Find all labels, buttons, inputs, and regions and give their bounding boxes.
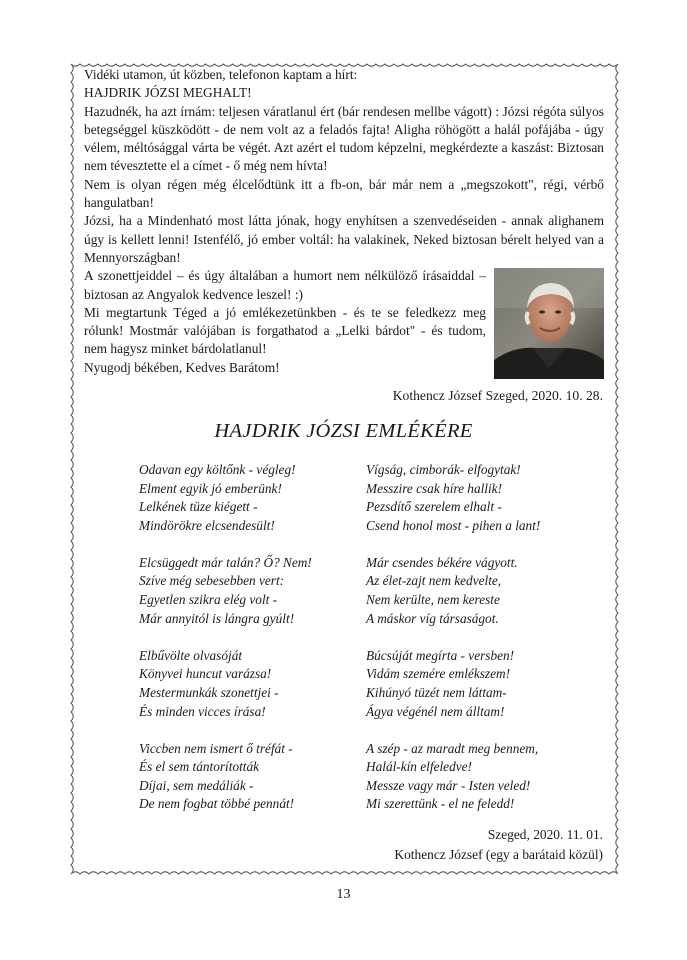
verse-line: De nem fogbat többé pennát! (139, 796, 295, 812)
letter-closing: Nyugodj békében, Kedves Barátom! (84, 359, 280, 375)
stanza (139, 740, 339, 814)
verse-line: Elbűvölte olvasóját (139, 647, 243, 663)
verse-line: Mestermunkák szonettjei - (139, 684, 279, 700)
verse-line: Elment egyik jó emberünk! (139, 480, 282, 496)
verse-line: Vidám szemére emlékszem! (366, 666, 510, 682)
verse-line: Már annyitól is lángra gyúlt! (139, 610, 295, 626)
verse-line: Lelkének tüze kiégett - (139, 499, 258, 515)
poem-signature (300, 825, 603, 865)
verse-line: Nem kerülte, nem kereste (366, 592, 500, 608)
page-number: 13 (336, 887, 351, 902)
verse-line: Szíve még sebesebben vert: (139, 573, 285, 589)
letter-paragraph: A szonettjeiddel – és úgy általában a humort nem nélkülöző írásaiddal – biztosan az Angyalok kedvence leszel! :) (84, 268, 486, 302)
verse-line: Halál-kín elfeledve! (366, 759, 472, 775)
poem-right-column (366, 461, 586, 833)
stanza (139, 647, 339, 721)
verse-line: Elcsüggedt már talán? Ő? Nem! (139, 554, 312, 570)
verse-line: Mindörökre elcsendesült! (139, 517, 275, 533)
poem-author: Kothencz József (egy a barátaid közül) (394, 847, 603, 862)
stanza (366, 461, 586, 535)
verse-line: A máskor víg társaságot. (366, 610, 499, 626)
letter-paragraph: Mi megtartunk Téged a jó emlékezetünkben - és te se feledkezz meg rólunk! Mostmár valójában is forgathatod a „Lelki bárdot" - és tudom, nem hagysz minket bárdolatlanul! (84, 304, 486, 357)
verse-line: Mi szerettünk - el ne feledd! (366, 796, 515, 812)
verse-line: Odavan egy költőnk - végleg! (139, 462, 296, 477)
verse-line: Könyvei huncut varázsa! (139, 666, 272, 682)
verse-line: Egyetlen szikra elég volt - (139, 592, 278, 608)
verse-line: Viccben nem ismert ő tréfát - (139, 740, 293, 756)
verse-line: Messzire csak híre hallik! (366, 480, 503, 496)
letter-paragraph: Hazudnék, ha azt írnám: teljesen váratlanul ért (bár rendesen mellbe vágott) : Józsi régóta súlyos betegséggel küszködött - de nem volt az a feladós fajta! Aligha röhögött a halál pofájába - úgy vélem, méltósággal várta be végét. Azt azért el tudom képzelni, megkérdezte a kaszást: Biztosan nem tévesztette el a címet - ő még nem hívta! (84, 103, 604, 174)
verse-line: Kihúnyó tüzét nem láttam- (366, 684, 507, 700)
portrait-photo (494, 268, 604, 379)
verse-line: Díjai, sem medáliák - (139, 777, 254, 793)
verse-line: Messze vagy már - Isten veled! (366, 777, 531, 793)
verse-line: Búcsúját megírta - versben! (366, 647, 515, 663)
verse-line: Ágya végénél nem álltam! (366, 703, 505, 719)
letter-intro: Vidéki utamon, út közben, telefonon kaptam a hírt: (84, 67, 358, 82)
poem-left-column (139, 461, 339, 833)
letter-signature: Kothencz József Szeged, 2020. 10. 28. (392, 388, 603, 403)
verse-line: A szép - az maradt meg bennem, (366, 740, 539, 756)
verse-line: És el sem tántorították (139, 759, 260, 775)
verse-line: Már csendes békére vágyott. (366, 554, 518, 570)
verse-line: Pezsdítő szerelem elhalt - (366, 499, 502, 515)
stanza (366, 647, 586, 721)
letter (84, 66, 604, 379)
stanza (139, 554, 339, 628)
stanza (366, 554, 586, 628)
letter-paragraph: Józsi, ha a Mindenható most látta jónak, hogy enyhítsen a szenvedéseiden - annak alighanem úgy is kellett lenni! Istenfélő, jó ember voltál: ha valakinek, Neked biztosan bérelt helyed van a Mennyországban! (84, 213, 604, 265)
verse-line: Csend honol most - pihen a lant! (366, 517, 541, 533)
verse-line: És minden vicces írása! (139, 703, 266, 719)
stanza (139, 461, 339, 535)
verse-line: Vígság, cimborák- elfogytak! (366, 462, 521, 477)
verse-line: Az élet-zajt nem kedvelte, (366, 573, 502, 589)
poem-title: HAJDRIK JÓZSI EMLÉKÉRE (214, 420, 473, 442)
stanza (366, 740, 586, 814)
poem-date: Szeged, 2020. 11. 01. (487, 827, 603, 842)
letter-headline: HAJDRIK JÓZSI MEGHALT! (84, 85, 252, 101)
letter-paragraph: Nem is olyan régen még élcelődtünk itt a fb-on, bár már nem a „megszokott", régi, vérbő hangulatban! (84, 176, 604, 211)
